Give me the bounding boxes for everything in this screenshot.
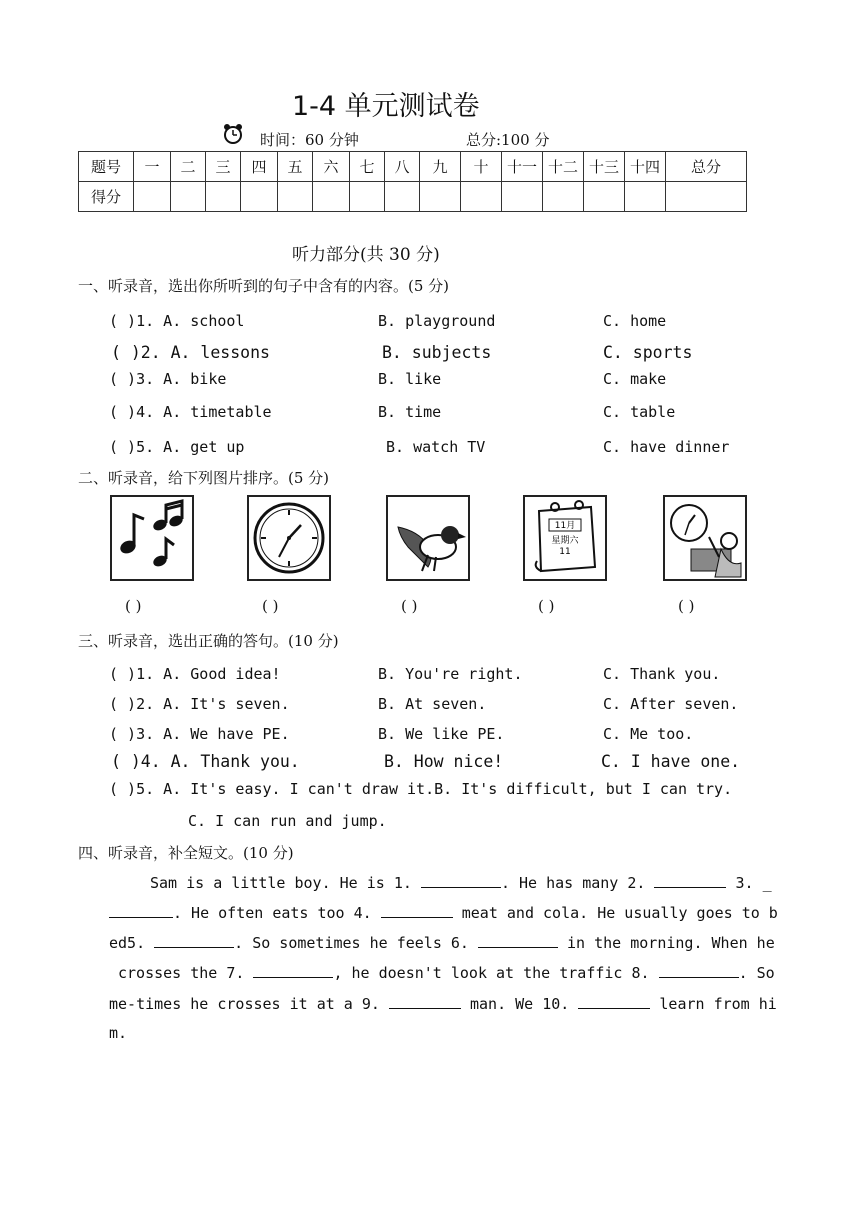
score-cell — [134, 182, 171, 212]
bird-picture — [386, 495, 470, 581]
header-cell: 题号 — [79, 152, 134, 182]
passage-line-5 — [109, 994, 777, 1013]
q1-1-b: B. playground — [378, 312, 496, 330]
score-cell — [385, 182, 420, 212]
passage-text: . He has many 2. — [500, 874, 646, 892]
header-cell: 十四 — [625, 152, 666, 182]
q1-4-c: C. table — [603, 403, 676, 421]
order-blank-4[interactable]: ( ) — [538, 597, 555, 615]
q1-2-a: ( )2. A. lessons — [111, 343, 270, 362]
section-2-heading: 二、听录音，给下列图片排序。(5 分) — [78, 469, 330, 487]
score-cell — [420, 182, 461, 212]
q3-2-b: B. At seven. — [378, 695, 487, 713]
q1-3-c: C. make — [603, 370, 667, 388]
music-notes-icon — [112, 497, 192, 579]
score-cell — [278, 182, 313, 212]
q1-5-b: B. watch TV — [386, 438, 486, 456]
passage-text: Sam is a little boy. He is 1. — [150, 874, 412, 892]
passage-line-2 — [109, 903, 778, 922]
total-score: 总分:100 分 — [466, 131, 550, 149]
passage-text: in the morning. When he — [567, 934, 775, 952]
header-cell: 九 — [420, 152, 461, 182]
q1-3-a: ( )3. A. bike — [109, 370, 227, 388]
section-3-heading: 三、听录音，选出正确的答句。(10 分) — [78, 632, 339, 650]
table-row — [79, 152, 747, 182]
score-cell — [584, 182, 625, 212]
score-cell — [502, 182, 543, 212]
passage-line-6: m. — [109, 1024, 128, 1042]
blank-1[interactable] — [421, 873, 501, 888]
table-row — [79, 182, 747, 212]
q1-2-b: B. subjects — [382, 343, 492, 362]
blank-6[interactable] — [478, 933, 558, 948]
score-cell — [625, 182, 666, 212]
q3-4-c: C. I have one. — [601, 752, 741, 771]
header-cell: 七 — [350, 152, 385, 182]
header-cell: 五 — [278, 152, 313, 182]
header-cell: 四 — [241, 152, 278, 182]
listening-title: 听力部分(共 30 分) — [292, 245, 440, 265]
blank-4[interactable] — [381, 903, 453, 918]
passage-text: crosses the 7. — [118, 964, 245, 982]
passage-text: man. We 10. — [470, 995, 570, 1013]
score-cell — [313, 182, 350, 212]
alarm-clock-icon — [222, 123, 244, 145]
page-title: 1-4 单元测试卷 — [292, 91, 480, 122]
order-blank-3[interactable]: ( ) — [401, 597, 418, 615]
q3-3-a: ( )3. A. We have PE. — [109, 725, 290, 743]
header-cell: 十二 — [543, 152, 584, 182]
header-cell: 总分 — [666, 152, 747, 182]
q3-5-line1: ( )5. A. It's easy. I can't draw it.B. It's difficult, but I can try. — [109, 780, 733, 798]
blank-3[interactable] — [109, 903, 173, 918]
passage-text: . So sometimes he feels 6. — [234, 934, 469, 952]
score-cell — [543, 182, 584, 212]
passage-text: me-times he crosses it at a 9. — [109, 995, 380, 1013]
header-cell: 十一 — [502, 152, 543, 182]
q3-2-c: C. After seven. — [603, 695, 739, 713]
score-cell — [350, 182, 385, 212]
q1-4-a: ( )4. A. timetable — [109, 403, 272, 421]
time-limit: 时间：60 分钟 — [260, 131, 359, 149]
q1-4-b: B. time — [378, 403, 442, 421]
q1-3-b: B. like — [378, 370, 442, 388]
header-cell: 八 — [385, 152, 420, 182]
score-cell — [241, 182, 278, 212]
passage-text: meat and cola. He usually goes to b — [461, 904, 778, 922]
clock-picture — [247, 495, 331, 581]
q3-3-c: C. Me too. — [603, 725, 694, 743]
passage-text: , he doesn't look at the traffic 8. — [333, 964, 650, 982]
passage-text: 3. _ — [735, 874, 772, 892]
q3-2-a: ( )2. A. It's seven. — [109, 695, 290, 713]
passage-text: learn from hi — [659, 995, 777, 1013]
blank-5[interactable] — [154, 933, 234, 948]
score-cell — [206, 182, 241, 212]
section-1-heading: 一、听录音，选出你所听到的句子中含有的内容。(5 分) — [78, 277, 450, 295]
calendar-picture — [523, 495, 607, 581]
passage-text: . He often eats too 4. — [173, 904, 372, 922]
calendar-weekday: 星期六 — [551, 536, 579, 546]
blank-9[interactable] — [389, 994, 461, 1009]
order-blank-1[interactable]: ( ) — [125, 597, 142, 615]
q3-1-c: C. Thank you. — [603, 665, 721, 683]
q3-4-b: B. How nice! — [384, 752, 504, 771]
score-table — [78, 151, 747, 212]
clock-and-family-picture — [663, 495, 747, 581]
blank-7[interactable] — [253, 963, 333, 978]
q1-1-a: ( )1. A. school — [109, 312, 245, 330]
blank-8[interactable] — [659, 963, 739, 978]
q1-5-c: C. have dinner — [603, 438, 730, 456]
wall-clock-icon — [249, 497, 329, 579]
score-cell — [171, 182, 206, 212]
header-cell: 六 — [313, 152, 350, 182]
header-cell: 十三 — [584, 152, 625, 182]
passage-text: . So — [738, 964, 775, 982]
passage-line-4 — [118, 963, 775, 982]
header-cell: 一 — [134, 152, 171, 182]
q3-5-line2: C. I can run and jump. — [188, 812, 387, 830]
passage-text: ed5. — [109, 934, 146, 952]
q1-5-a: ( )5. A. get up — [109, 438, 245, 456]
score-cell — [461, 182, 502, 212]
order-blank-5[interactable]: ( ) — [678, 597, 695, 615]
q3-1-b: B. You're right. — [378, 665, 523, 683]
q3-1-a: ( )1. A. Good idea! — [109, 665, 281, 683]
header-cell: 三 — [206, 152, 241, 182]
header-cell: 二 — [171, 152, 206, 182]
section-4-heading: 四、听录音，补全短文。(10 分) — [78, 844, 294, 862]
calendar-icon — [525, 497, 605, 579]
q1-2-c: C. sports — [603, 343, 693, 362]
bird-icon — [388, 497, 468, 579]
blank-10[interactable] — [578, 994, 650, 1009]
row-label: 得分 — [79, 182, 134, 212]
family-clock-icon — [665, 497, 745, 579]
passage-line-1 — [150, 873, 772, 892]
q3-4-a: ( )4. A. Thank you. — [111, 752, 300, 771]
blank-2[interactable] — [654, 873, 726, 888]
order-blank-2[interactable]: ( ) — [262, 597, 279, 615]
score-cell — [666, 182, 747, 212]
calendar-day: 11 — [559, 547, 571, 557]
music-notes-picture — [110, 495, 194, 581]
calendar-month: 11月 — [554, 521, 576, 531]
header-cell: 十 — [461, 152, 502, 182]
passage-line-3 — [109, 933, 775, 952]
q3-3-b: B. We like PE. — [378, 725, 505, 743]
q1-1-c: C. home — [603, 312, 667, 330]
